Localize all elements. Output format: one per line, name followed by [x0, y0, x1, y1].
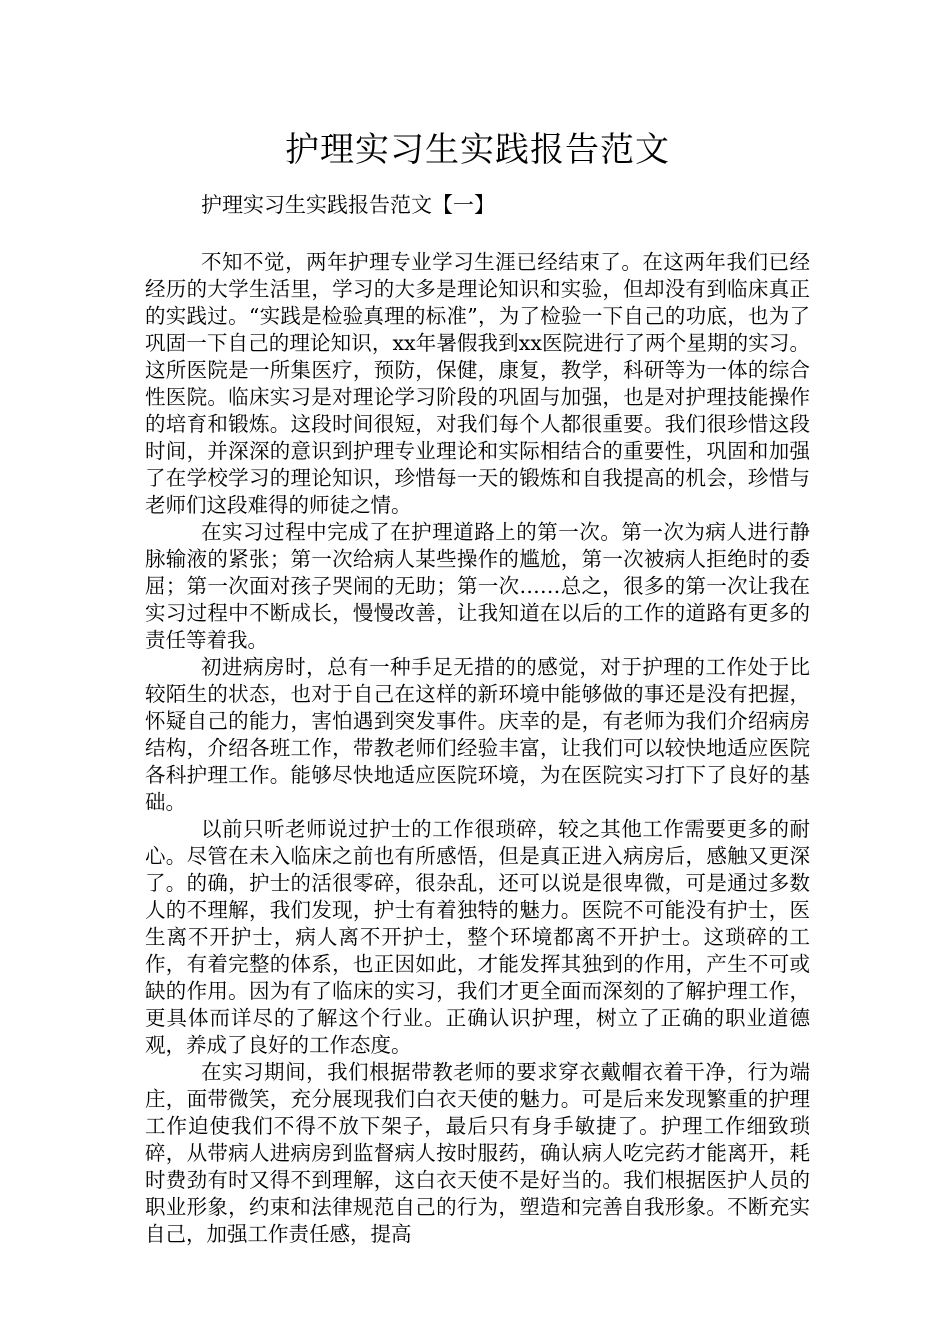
body-paragraph-5: 在实习期间，我们根据带教老师的要求穿衣戴帽衣着干净，行为端庄，面带微笑，充分展现我们白衣天使的魅力。可是后来发现繁重的护理工作迫使我们不得不放下架子，最后只有身手敏捷了。护理工作细致琐碎，从带病人进病房到监督病人按时服药，确认病人吃完药才能离开，耗时费劲有时又得不到理解，这白衣天使不是好当的。我们根据医护人员的职业形象，约束和法律规范自己的行为，塑造和完善自我形象。不断充实自己，加强工作责任感，提高	[145, 1060, 810, 1246]
section-heading: 护理实习生实践报告范文【一】	[201, 193, 495, 217]
document-page	[145, 128, 810, 1248]
body-paragraph-4: 以前只听老师说过护士的工作很琐碎，较之其他工作需要更多的耐心。尽管在未入临床之前也有所感悟，但是真正进入病房后，感触又更深了。的确，护士的活很零碎，很杂乱，还可以说是很卑微，可是通过多数人的不理解，我们发现，护士有着独特的魅力。医院不可能没有护士，医生离不开护士，病人离不开护士，整个环境都离不开护士。这琐碎的工作，有着完整的体系，也正因如此，才能发挥其独到的作用，产生不可或缺的作用。因为有了临床的实习，我们才更全面而深刻的了解护理工作，更具体而详尽的了解这个行业。正确认识护理，树立了正确的职业道德观，养成了良好的工作态度。	[145, 817, 810, 1057]
body-paragraph-3: 初进病房时，总有一种手足无措的的感觉，对于护理的工作处于比较陌生的状态，也对于自己在这样的新环境中能够做的事还是没有把握，怀疑自己的能力，害怕遇到突发事件。庆幸的是，有老师为我们介绍病房结构，介绍各班工作，带教老师们经验丰富，让我们可以较快地适应医院各科护理工作。能够尽快地适应医院环境，为在医院实习打下了良好的基础。	[145, 655, 810, 814]
body-paragraph-1: 不知不觉，两年护理专业学习生涯已经结束了。在这两年我们已经经历的大学生活里，学习的大多是理论知识和实验，但却没有到临床真正的实践过。“实践是检验真理的标准”，为了检验一下自己的功底，也为了巩固一下自己的理论知识，xx年暑假我到xx医院进行了两个星期的实习。这所医院是一所集医疗，预防，保健，康复，教学，科研等为一体的综合性医院。临床实习是对理论学习阶段的巩固与加强，也是对护理技能操作的培育和锻炼。这段时间很短，对我们每个人都很重要。我们很珍惜这段时间，并深深的意识到护理专业理论和实际相结合的重要性，巩固和加强了在学校学习的理论知识，珍惜每一天的锻炼和自我提高的机会，珍惜与老师们这段难得的师徒之情。	[145, 250, 810, 517]
document-title: 护理实习生实践报告范文	[285, 130, 670, 170]
body-paragraph-2: 在实习过程中完成了在护理道路上的第一次。第一次为病人进行静脉输液的紧张；第一次给病人某些操作的尴尬，第一次被病人拒绝时的委屈；第一次面对孩子哭闹的无助；第一次……总之，很多的第一次让我在实习过程中不断成长，慢慢改善，让我知道在以后的工作的道路有更多的责任等着我。	[145, 520, 810, 652]
